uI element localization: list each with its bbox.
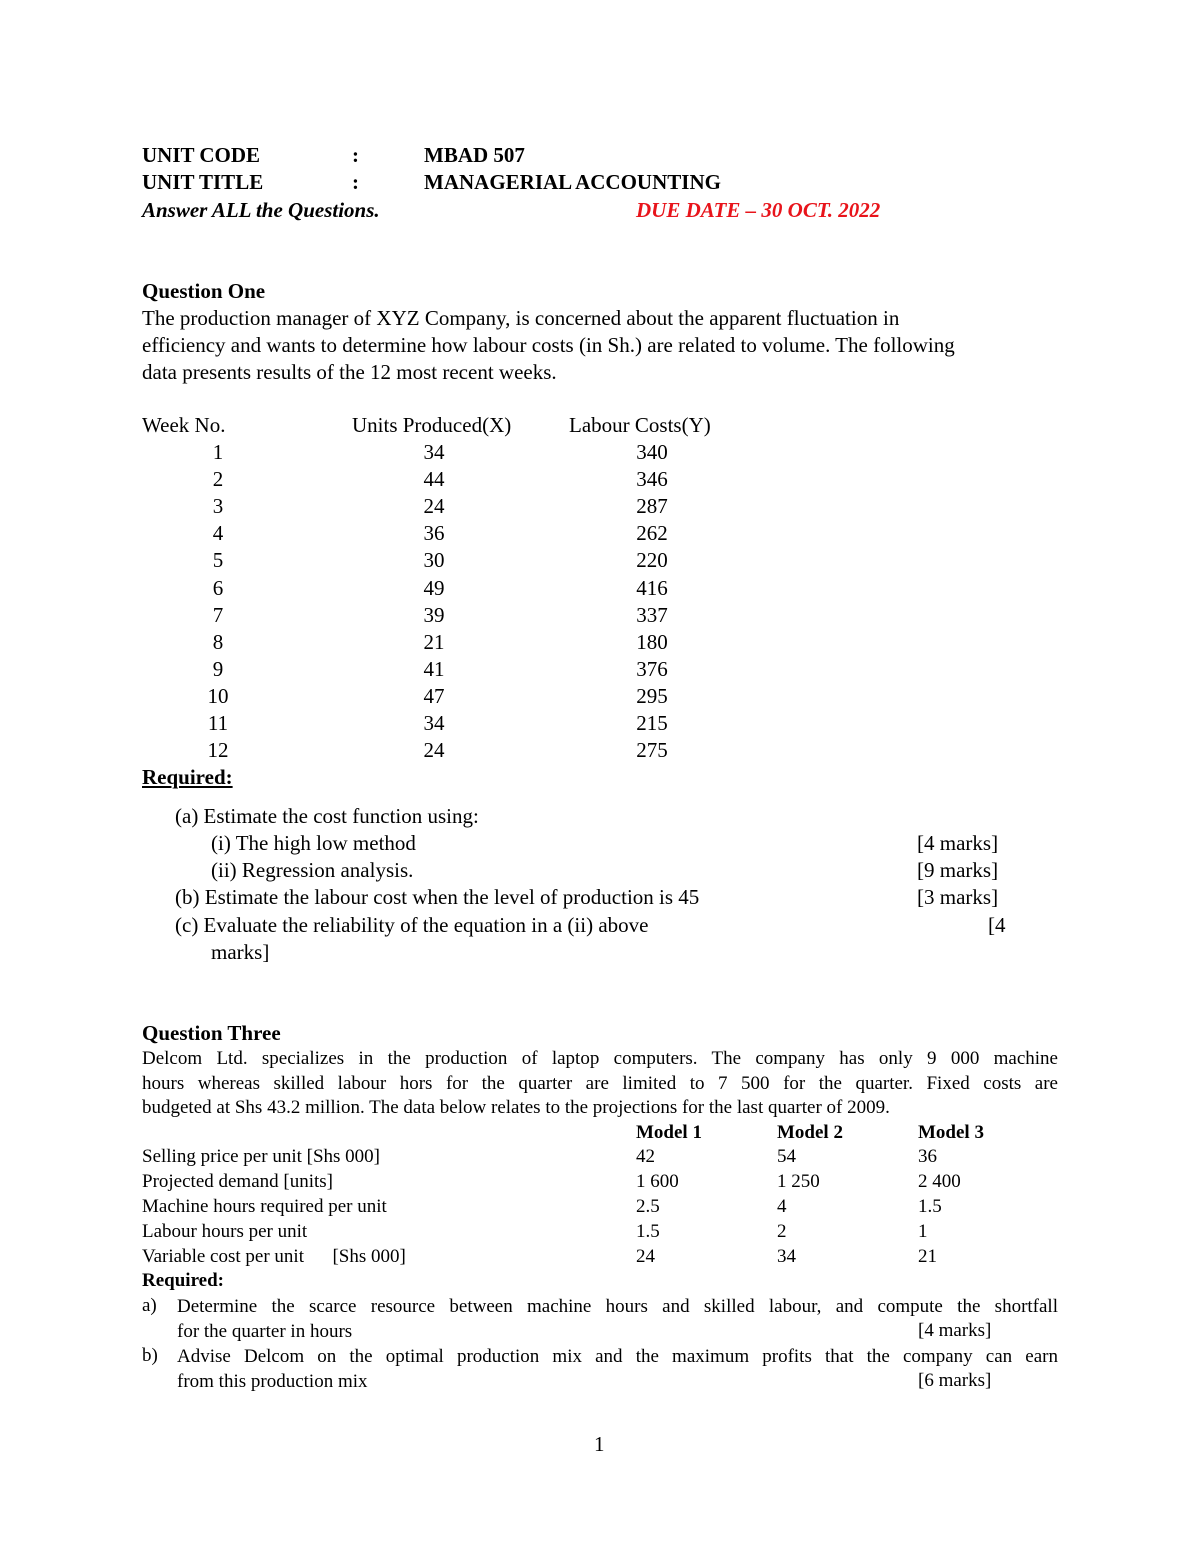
req-a-ii-marks: [9 marks]: [917, 858, 999, 882]
week-number-cell: 1: [212, 440, 224, 464]
model-3-value: 36: [918, 1146, 937, 1167]
labour-cost-cell: 337: [636, 602, 668, 627]
week-number-cell: 9: [212, 656, 224, 681]
intro-line: hours whereas skilled labour hors for the quarter are limited to 7 500 for the quarter. Fixed costs are: [142, 1072, 1058, 1094]
model-1-value: 1.5: [636, 1221, 660, 1242]
table-header-units: Units Produced(X): [352, 413, 512, 437]
intro-line: data presents results of the 12 most recent weeks.: [142, 360, 557, 384]
units-produced-cell: 34: [423, 711, 445, 735]
req-a-line: Determine the scarce resource between machine hours and skilled labour, and compute the shortfall: [177, 1296, 1058, 1317]
model-1-value: 24: [636, 1246, 655, 1267]
model-1-header: Model 1: [636, 1122, 702, 1143]
req-b-marks: [3 marks]: [917, 885, 999, 909]
unit-title-separator: :: [352, 170, 359, 194]
req-b-letter: b): [142, 1345, 158, 1366]
row-label: Machine hours required per unit: [142, 1196, 387, 1217]
units-produced-cell: 21: [423, 629, 445, 654]
req-a-ii: (ii) Regression analysis.: [211, 858, 414, 882]
model-3-value: 2 400: [918, 1171, 961, 1192]
model-3-value: 21: [918, 1246, 937, 1267]
units-produced-cell: 24: [423, 494, 445, 519]
req-a-letter: a): [142, 1295, 157, 1316]
intro-line: Delcom Ltd. specializes in the production of laptop computers. The company has only 9 000 machine: [142, 1048, 1058, 1069]
labour-cost-cell: 275: [636, 738, 668, 763]
week-number-cell: 3: [212, 494, 224, 519]
intro-line: efficiency and wants to determine how labour costs (in Sh.) are related to volume. The following: [142, 333, 955, 357]
week-number-cell: 2: [212, 467, 224, 492]
req-c: (c) Evaluate the reliability of the equation in a (ii) above: [175, 913, 649, 937]
req-a: (a) Estimate the cost function using:: [175, 804, 479, 828]
row-label: Variable cost per unit [Shs 000]: [142, 1246, 406, 1267]
week-number-cell: 4: [212, 521, 224, 546]
question-one-title: Question One: [142, 279, 266, 303]
units-produced-cell: 24: [423, 738, 445, 763]
week-number-cell: 6: [212, 575, 224, 600]
intro-line: The production manager of XYZ Company, is concerned about the apparent fluctuation in: [142, 306, 900, 330]
question-one-required: Required:: [142, 765, 233, 789]
labour-cost-cell: 416: [636, 575, 668, 600]
units-produced-cell: 41: [423, 656, 445, 681]
row-label: Projected demand [units]: [142, 1171, 334, 1192]
units-produced-cell: 30: [423, 548, 445, 573]
intro-line: budgeted at Shs 43.2 million. The data below relates to the projections for the last quarter of 2009.: [142, 1097, 890, 1118]
week-number-cell: 11: [207, 711, 229, 735]
units-produced-cell: 34: [423, 440, 445, 464]
unit-title-value: MANAGERIAL ACCOUNTING: [424, 170, 721, 194]
question-three-intro: [142, 1047, 1058, 1121]
req-a-i-marks: [4 marks]: [917, 831, 999, 855]
week-number-cell: 7: [212, 602, 224, 627]
units-produced-cell: 36: [423, 521, 445, 546]
model-1-value: 42: [636, 1146, 655, 1167]
question-three-required: Required:: [142, 1270, 224, 1291]
req-a-i: (i) The high low method: [211, 831, 416, 855]
units-produced-cell: 47: [423, 683, 445, 708]
unit-code-separator: :: [352, 143, 359, 167]
table-header-week: Week No.: [142, 413, 226, 437]
labour-cost-cell: 340: [636, 440, 668, 464]
labour-cost-cell: 287: [636, 494, 668, 519]
page-number: 1: [594, 1432, 605, 1456]
labour-cost-cell: 346: [636, 467, 668, 492]
req-a-marks: [4 marks]: [918, 1320, 992, 1341]
model-2-value: 54: [777, 1146, 796, 1167]
req-c-marks-end: marks]: [211, 940, 270, 964]
model-3-value: 1.5: [918, 1196, 942, 1217]
req-a-line: for the quarter in hours: [177, 1320, 353, 1342]
model-2-value: 1 250: [777, 1171, 820, 1192]
req-c-marks-start: [4: [988, 913, 1006, 937]
question-one-intro: [142, 305, 955, 386]
req-b-marks: [6 marks]: [918, 1370, 992, 1391]
labour-cost-cell: 262: [636, 521, 668, 546]
week-number-cell: 10: [207, 683, 229, 708]
req-b: (b) Estimate the labour cost when the level of production is 45: [175, 885, 700, 909]
req-b-line: Advise Delcom on the optimal production mix and the maximum profits that the company can earn: [177, 1346, 1058, 1367]
week-number-cell: 8: [212, 629, 224, 654]
units-produced-cell: 44: [423, 467, 445, 492]
model-2-value: 34: [777, 1246, 796, 1267]
unit-title-label: UNIT TITLE: [142, 170, 264, 194]
labour-cost-cell: 295: [636, 683, 668, 708]
row-label: Selling price per unit [Shs 000]: [142, 1146, 380, 1167]
labour-cost-cell: 215: [636, 711, 668, 735]
model-2-value: 2: [777, 1221, 787, 1242]
row-label: Labour hours per unit: [142, 1221, 308, 1242]
unit-code-label: UNIT CODE: [142, 143, 261, 167]
units-produced-cell: 49: [423, 575, 445, 600]
labour-cost-cell: 376: [636, 656, 668, 681]
unit-code-value: MBAD 507: [424, 143, 525, 167]
question-three-title: Question Three: [142, 1021, 281, 1045]
due-date: DUE DATE – 30 OCT. 2022: [636, 198, 881, 222]
model-1-value: 1 600: [636, 1171, 679, 1192]
model-1-value: 2.5: [636, 1196, 660, 1217]
model-2-header: Model 2: [777, 1122, 843, 1143]
labour-cost-cell: 220: [636, 548, 668, 573]
units-produced-cell: 39: [423, 602, 445, 627]
req-b-line: from this production mix: [177, 1370, 368, 1392]
week-number-cell: 12: [207, 738, 229, 763]
model-3-header: Model 3: [918, 1122, 984, 1143]
instruction: Answer ALL the Questions.: [142, 198, 380, 222]
week-number-cell: 5: [212, 548, 224, 573]
model-3-value: 1: [918, 1221, 928, 1242]
labour-cost-cell: 180: [636, 629, 668, 654]
model-2-value: 4: [777, 1196, 787, 1217]
table-header-costs: Labour Costs(Y): [569, 413, 711, 437]
